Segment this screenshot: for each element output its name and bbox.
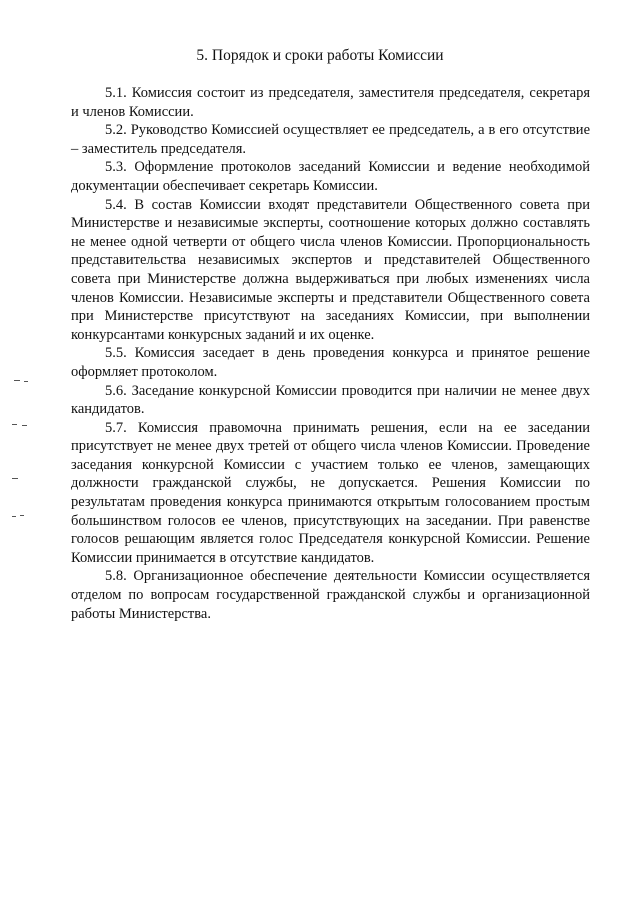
section-title: 5. Порядок и сроки работы Комиссии bbox=[196, 47, 444, 64]
scan-artifact-mark bbox=[14, 380, 20, 381]
paragraph-5-4: 5.4. В состав Комиссии входят представители Общественного совета при Министерстве и независимые эксперты, соотношение которых должно составлять не менее одной четверти от общего числа членов Комиссии. Пропорциональность представительства независимых экспертов и представителей Общественного совета при Министерстве должна выдерживаться при любых изменениях числа членов Комиссии. Независимые эксперты и представители Общественного совета при Министерстве присутствуют на заседаниях Комиссии, при выполнении конкурсантами конкурсных заданий и их оценке. bbox=[71, 196, 590, 343]
scan-artifact-mark bbox=[24, 381, 28, 382]
scan-artifact-mark bbox=[12, 424, 17, 425]
document-body bbox=[71, 84, 590, 623]
scan-artifact-mark bbox=[20, 515, 24, 516]
paragraph-5-2: 5.2. Руководство Комиссией осуществляет ее председатель, а в его отсутствие – заместитель председателя. bbox=[71, 122, 590, 157]
scan-artifact-mark bbox=[12, 478, 18, 479]
scan-artifact-mark bbox=[22, 425, 27, 426]
paragraph-5-1: 5.1. Комиссия состоит из председателя, заместителя председателя, секретаря и членов Комиссии. bbox=[71, 85, 590, 120]
paragraph-5-8: 5.8. Организационное обеспечение деятельности Комиссии осуществляется отделом по вопросам государственной гражданской службы и организационной работы Министерства. bbox=[71, 568, 590, 622]
paragraph-5-6: 5.6. Заседание конкурсной Комиссии проводится при наличии не менее двух кандидатов. bbox=[71, 382, 590, 418]
paragraph-5-3: 5.3. Оформление протоколов заседаний Комиссии и ведение необходимой документации обеспечивает секретарь Комиссии. bbox=[71, 159, 590, 194]
scan-artifact-mark bbox=[12, 516, 16, 517]
paragraph-5-5: 5.5. Комиссия заседает в день проведения конкурса и принятое решение оформляет протоколом. bbox=[71, 345, 590, 380]
paragraph-5-7: 5.7. Комиссия правомочна принимать решения, если на ее заседании присутствует не менее двух третей от общего числа членов Комиссии. Проведение заседания конкурсной Комиссии с участием только ее членов, замещающих должности гражданской службы, не допускается. Решения Комиссии по результатам проведения конкурса принимаются открытым голосованием простым большинством голосов ее членов, присутствующих на заседании. При равенстве голосов решающим является голос Председателя конкурсной Комиссии. Решение Комиссии принимается в отсутствие кандидатов. bbox=[71, 419, 590, 566]
